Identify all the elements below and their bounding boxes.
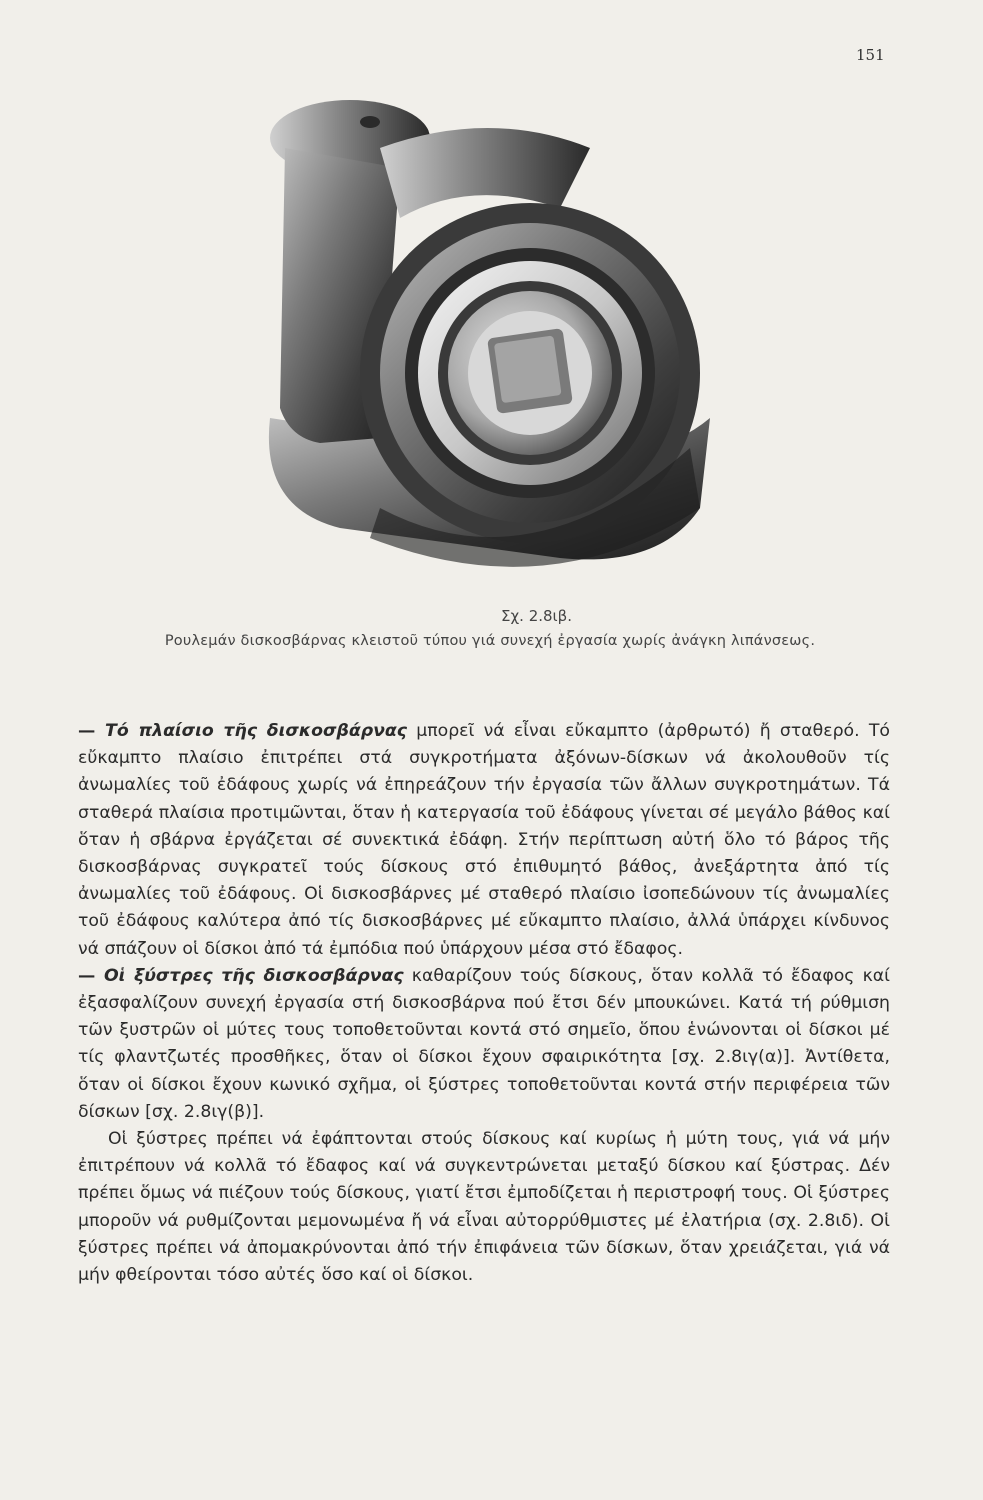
paragraph-text: μπορεῖ νά εἶναι εὔκαμπτο (ἀρθρωτό) ἤ σταθερό. Τό εὔκαμπτο πλαίσιο ἐπιτρέπει στά συγκροτήματα ἀξόνων-δίσκων νά ἀκολουθοῦν τίς ἀνωμαλίες τοῦ ἐδάφους χωρίς νά ἐπηρεάζουν τήν ἐργασία τῶν ἄλλων συγκροτημάτων. Τά σταθερά πλαίσια προτιμῶνται, ὅταν ἡ κατεργασία τοῦ ἐδάφους γίνεται σέ μεγάλο βάθος καί ὅταν ἡ σβάρνα ἐργάζεται σέ συνεκτικά ἐδάφη. Στήν περίπτωση αὐτή ὅλο τό βάρος τῆς δισκοσβάρνας συγκρατεῖ τούς δίσκους στό ἐπιθυμητό βάθος, ἀνεξάρτητα ἀπό τίς ἀνωμαλίες τοῦ ἐδάφους. Οἱ δισκοσβάρνες μέ σταθερό πλαίσιο ἰσοπεδώνουν τίς ἀνωμαλίες τοῦ ἐδάφους καλύτερα ἀπό τίς δισκοσβάρνες μέ εὔκαμπτο πλαίσιο, ἀλλά ὑπάρχει κίνδυνος νά σπάζουν οἱ δίσκοι ἀπό τά ἐμπόδια πού ὑπάρχουν μέσα στό ἔδαφος. xyxy=(78,721,890,959)
paragraph-dash: — xyxy=(78,721,106,741)
paragraph-text: Οἱ ξύστρες πρέπει νά ἐφάπτονται στούς δίσκους καί κυρίως ἡ μύτη τους, γιά νά μήν ἐπιτρέπουν νά κολλᾶ τό ἔδαφος καί νά συγκεντρώνεται μεταξύ δίσκου καί ξύστρας. Δέν πρέπει ὅμως νά πιέζουν τούς δίσκους, γιατί ἔτσι ἐμποδίζεται ἡ περιστροφή τους. Οἱ ξύστρες μποροῦν νά ρυθμίζονται μεμονωμένα ἤ νά εἶναι αὐτορρύθμιστες μέ ἐλατήρια (σχ. 2.8ιδ). Οἱ ξύστρες πρέπει νά ἀπομακρύνονται ἀπό τήν ἐπιφάνεια τῶν δίσκων, ὅταν χρειάζεται, γιά νά μήν φθείρονται τόσο αὐτές ὅσο καί οἱ δίσκοι. xyxy=(78,1129,890,1286)
bolt-hole-shape xyxy=(360,116,380,128)
figure-bearing-photo xyxy=(230,88,750,588)
paragraph-lead: Τό πλαίσιο τῆς δισκοσβάρνας xyxy=(105,721,407,741)
figure-caption: Ρουλεμάν δισκοσβάρνας κλειστοῦ τύπου γιά συνεχή ἐργασία χωρίς ἀνάγκη λιπάνσεως. xyxy=(164,633,816,649)
paragraph-frame xyxy=(78,718,890,963)
square-bore-inner-shape xyxy=(494,335,562,403)
paragraph-dash: — xyxy=(78,965,104,986)
housing-arm-shape xyxy=(380,128,590,218)
body-text xyxy=(78,718,890,1289)
paragraph-scrapers xyxy=(78,963,890,1126)
paragraph-text: καθαρίζουν τούς δίσκους, ὅταν κολλᾶ τό ἔδαφος καί ἐξασφαλίζουν συνεχή ἐργασία στή δισκοσβάρνα πού ἔτσι δέν μπουκώνει. Κατά τή ρύθμιση τῶν ξυστρῶν οἱ μύτες τους τοποθετοῦνται κοντά στό σημεῖο, ὅπου ἑνώνονται οἱ δίσκοι μέ τίς φλαντζωτές προσθῆκες, ὅταν οἱ δίσκοι ἔχουν σφαιρικότητα [σχ. 2.8ιγ(α)]. Ἀντίθετα, ὅταν οἱ δίσκοι ἔχουν κωνικό σχῆμα, οἱ ξύστρες τοποθετοῦνται κοντά στήν περιφέρεια τῶν δίσκων [σχ. 2.8ιγ(β)]. xyxy=(78,965,890,1122)
paragraph-scraper-adjustment xyxy=(78,1126,890,1289)
page-number: 151 xyxy=(856,46,885,64)
paragraph-lead: Οἱ ξύστρες τῆς δισκοσβάρνας xyxy=(103,965,404,986)
figure-label: Σχ. 2.8ιβ. xyxy=(501,607,572,625)
